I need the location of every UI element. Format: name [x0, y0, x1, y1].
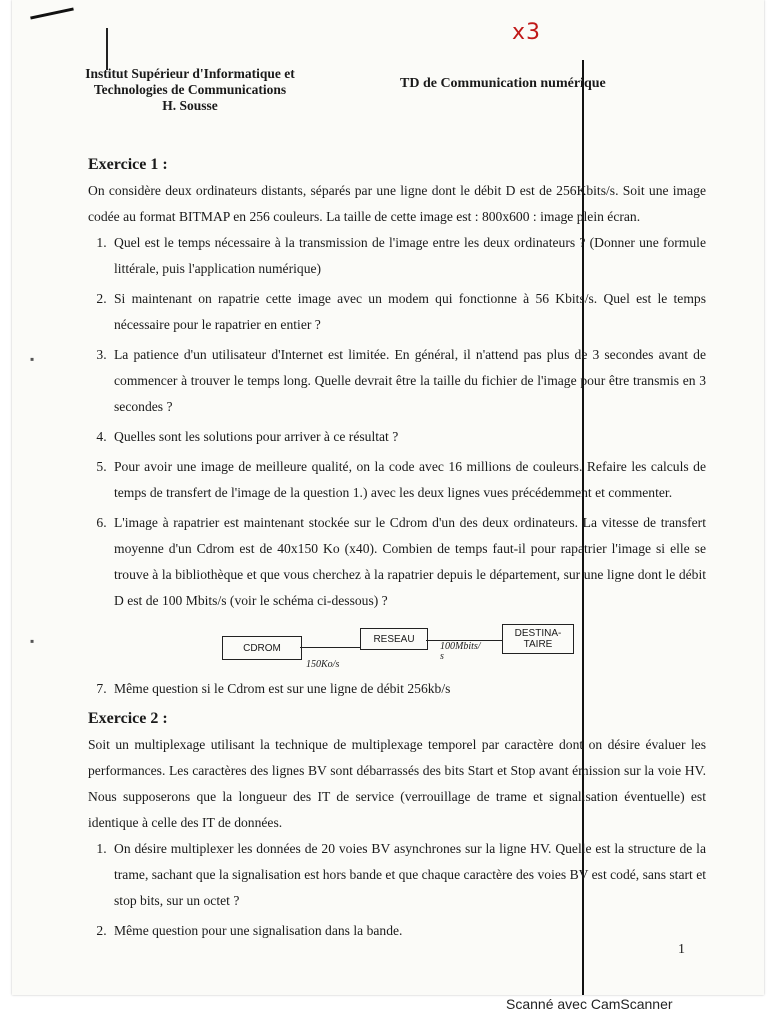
scan-tick: [106, 28, 108, 70]
exercise-2-intro: Soit un multiplexage utilisant la technique de multiplexage temporel par caractère dont on désire évaluer les performances. Les caractères des lignes BV sont débarrassés des bits Start et Stop avant émission sur la voie HV. Nous supposerons que la longueur des IT de service (verrouillage de trame et signalisation éventuelle) est identique à celle des IT de données.: [88, 737, 706, 830]
exercise-1-title: Exercice 1 :: [88, 156, 168, 173]
exercise-1-questions: [88, 230, 706, 614]
question-item: 3. La patience d'un utilisateur d'Internet est limitée. En général, il n'attend pas plus de 3 secondes avant de commencer à trouver le temps long. Quelle devrait être la taille du fichier de l'image pour être transmis en 3 secondes ?: [110, 342, 706, 420]
institute-line: H. Sousse: [162, 98, 218, 113]
question-item: 2. Si maintenant on rapatrie cette image avec un modem qui fonctionne à 56 Kbits/s. Quel est le temps nécessaire pour le rapatrier en entier ?: [110, 286, 706, 338]
question-item: 5. Pour avoir une image de meilleure qualité, on la code avec 16 millions de couleurs. Refaire les calculs de temps de transfert de l'image de la question 1.) avec les deux lignes vues précédemment et commenter.: [110, 454, 706, 506]
rate-label: 100Mbits/ s: [440, 641, 481, 662]
document-title: TD de Communication numérique: [400, 76, 606, 91]
link-line: [300, 647, 360, 648]
question-item: 4. Quelles sont les solutions pour arriver à ce résultat ?: [110, 424, 706, 450]
destinataire-box: DESTINA- TAIRE: [502, 624, 574, 654]
rate-label: 150Ko/s: [306, 659, 340, 670]
exercise-1-intro: On considère deux ordinateurs distants, séparés par une ligne dont le débit D est de 256Kbits/s. Soit une image codée au format BITMAP en 256 couleurs. La taille de cette image est : 800x600 : image plein écran.: [88, 183, 706, 224]
question-item: 1. Quel est le temps nécessaire à la transmission de l'image entre les deux ordinateurs ? (Donner une formule littérale, puis l'application numérique): [110, 230, 706, 282]
exercise-1-questions-cont: [88, 676, 706, 702]
handwritten-note: x3: [512, 20, 542, 45]
question-item: 6. L'image à rapatrier est maintenant stockée sur le Cdrom d'un des deux ordinateurs. La vitesse de transfert moyenne d'un Cdrom est de 40x150 Ko (x40). Combien de temps faut-il pour rapatrier l'image si elle se trouve à la bibliothèque et que vous cherchez à la rapatrier depuis le département, sur une ligne dont le débit D est de 100 Mbits/s (voir le schéma ci-dessous) ?: [110, 510, 706, 614]
reseau-box: RESEAU: [360, 628, 428, 650]
question-item: 1. On désire multiplexer les données de 20 voies BV asynchrones sur la ligne HV. Quelle est la structure de la trame, sachant que la signalisation est hors bande et que chaque caractère des voies BV est codé, sans start et stop bits, sur un octet ?: [110, 836, 706, 914]
document-body: [88, 152, 706, 948]
page-number: 1: [678, 942, 685, 957]
institute-line: Institut Supérieur d'Informatique et: [85, 66, 295, 81]
exercise-2-questions: [88, 836, 706, 944]
margin-mark: ▪: [30, 634, 35, 648]
question-item: 2. Même question pour une signalisation dans la bande.: [110, 918, 706, 944]
exercise-2-title: Exercice 2 :: [88, 710, 168, 727]
network-diagram: [88, 622, 706, 670]
institute-name: [70, 66, 310, 114]
question-item: 7. Même question si le Cdrom est sur une ligne de débit 256kb/s: [110, 676, 706, 702]
margin-mark: ▪: [30, 352, 35, 366]
institute-line: Technologies de Communications: [93, 82, 287, 97]
cdrom-box: CDROM: [222, 636, 302, 660]
camscanner-footer: Scanné avec CamScanner: [506, 996, 673, 1012]
